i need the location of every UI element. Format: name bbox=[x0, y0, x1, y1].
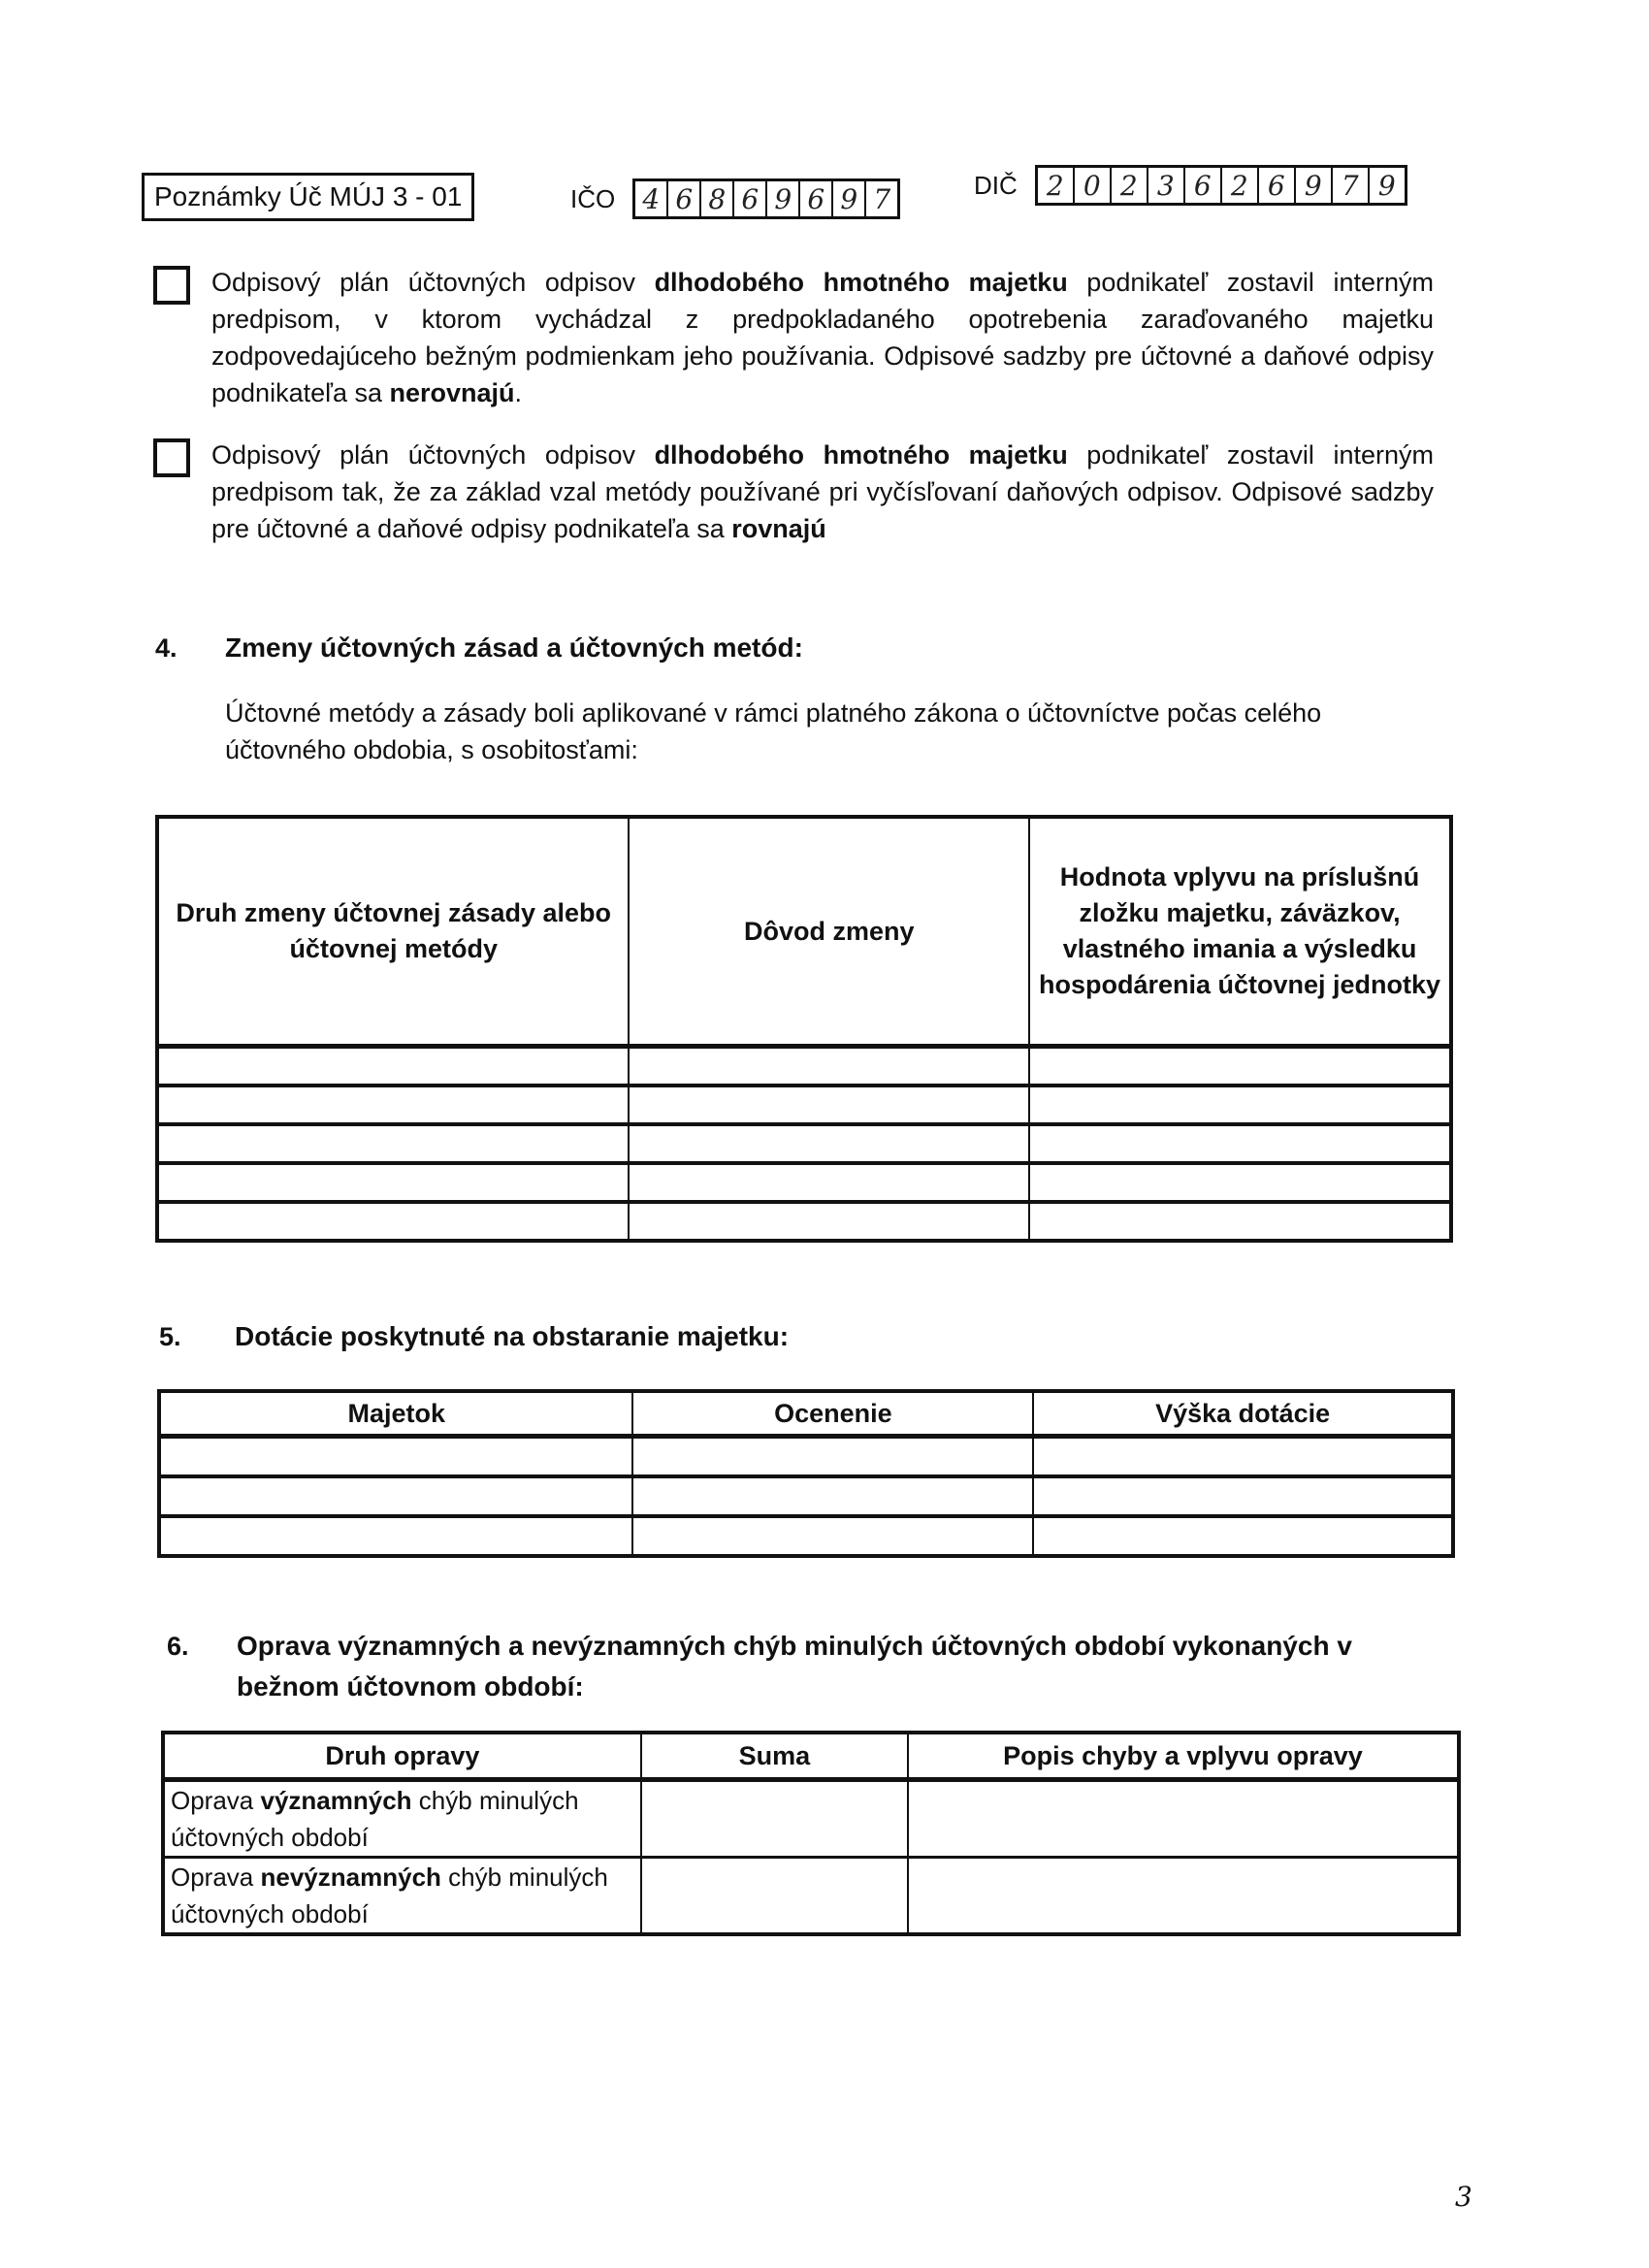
table-cell[interactable] bbox=[629, 1047, 1029, 1086]
accounting-changes-table bbox=[155, 815, 1453, 1243]
ico-digit: 6 bbox=[732, 181, 765, 216]
table-cell[interactable] bbox=[632, 1516, 1033, 1556]
section-title: Oprava významných a nevýznamných chýb minulých účtovných období vykonaných v bežnom účtovnom období: bbox=[237, 1631, 1352, 1701]
column-header: Dôvod zmeny bbox=[629, 817, 1029, 1047]
text-run: chýb minulých účtovných období bbox=[171, 1786, 579, 1852]
text-run: Odpisový plán účtovných odpisov bbox=[211, 440, 655, 470]
dic-digit: 9 bbox=[1294, 168, 1331, 203]
dic-digits[interactable] bbox=[1035, 165, 1407, 206]
table-cell[interactable] bbox=[1029, 1047, 1451, 1086]
ico-digit: 6 bbox=[666, 181, 699, 216]
dic-digit: 6 bbox=[1183, 168, 1220, 203]
table-cell[interactable] bbox=[629, 1124, 1029, 1163]
checkbox-equal-rates[interactable] bbox=[153, 438, 190, 477]
table-cell[interactable] bbox=[159, 1476, 632, 1516]
table-row bbox=[159, 1476, 1453, 1516]
dic-digit: 2 bbox=[1220, 168, 1257, 203]
option-equal-rates-text bbox=[211, 437, 1434, 547]
text-run-bold: nevýznamných bbox=[260, 1863, 441, 1892]
section-6-heading bbox=[167, 1626, 1457, 1707]
table-row bbox=[157, 1163, 1451, 1202]
suma-cell[interactable] bbox=[641, 1780, 908, 1858]
text-run: Oprava bbox=[171, 1863, 261, 1892]
error-corrections-table bbox=[161, 1731, 1461, 1936]
checkbox-unequal-rates[interactable] bbox=[153, 266, 190, 305]
table-cell[interactable] bbox=[157, 1202, 629, 1241]
form-title: Poznámky Úč MÚJ 3 - 01 bbox=[142, 173, 474, 221]
table-row bbox=[157, 1047, 1451, 1086]
table-header-row bbox=[159, 1391, 1453, 1437]
page-number: 3 bbox=[1455, 2181, 1472, 2213]
table-cell[interactable] bbox=[1033, 1437, 1453, 1477]
suma-cell[interactable] bbox=[641, 1858, 908, 1935]
table-cell[interactable] bbox=[632, 1476, 1033, 1516]
text-run: Oprava bbox=[171, 1786, 261, 1815]
text-run: chýb minulých účtovných období bbox=[171, 1863, 608, 1928]
ico-digit: 4 bbox=[642, 182, 661, 215]
table-cell[interactable] bbox=[159, 1516, 632, 1556]
text-run-bold: významných bbox=[260, 1786, 412, 1815]
table-row bbox=[159, 1437, 1453, 1477]
column-header: Druh opravy bbox=[163, 1733, 641, 1780]
column-header: Popis chyby a vplyvu opravy bbox=[908, 1733, 1459, 1780]
popis-cell[interactable] bbox=[908, 1858, 1459, 1935]
table-row bbox=[163, 1858, 1459, 1935]
table-row bbox=[157, 1085, 1451, 1124]
table-cell[interactable] bbox=[157, 1047, 629, 1086]
table-cell[interactable] bbox=[1033, 1476, 1453, 1516]
table-cell[interactable] bbox=[629, 1163, 1029, 1202]
table-cell[interactable] bbox=[1029, 1124, 1451, 1163]
table-row bbox=[157, 1124, 1451, 1163]
section-5-heading bbox=[159, 1321, 789, 1352]
text-run: . bbox=[514, 378, 523, 407]
dic-digit: 2 bbox=[1110, 168, 1147, 203]
section-number: 6. bbox=[167, 1632, 189, 1661]
column-header: Suma bbox=[641, 1733, 908, 1780]
column-header: Ocenenie bbox=[632, 1391, 1033, 1437]
row-label bbox=[163, 1858, 641, 1935]
section-title: Zmeny účtovných zásad a účtovných metód: bbox=[225, 632, 803, 663]
table-cell[interactable] bbox=[629, 1202, 1029, 1241]
ico-field bbox=[570, 178, 900, 219]
table-row bbox=[163, 1780, 1459, 1858]
ico-digit: 6 bbox=[798, 181, 831, 216]
table-cell[interactable] bbox=[632, 1437, 1033, 1477]
section-number: 4. bbox=[155, 633, 178, 663]
table-cell[interactable] bbox=[157, 1124, 629, 1163]
ico-digit: 9 bbox=[765, 181, 798, 216]
section-title: Dotácie poskytnuté na obstaranie majetku: bbox=[235, 1321, 790, 1351]
text-run-bold: nerovnajú bbox=[389, 378, 515, 407]
dic-field bbox=[974, 165, 1407, 206]
column-header: Hodnota vplyvu na príslušnú zložku majetku, záväzkov, vlastného imania a výsledku hospodárenia účtovnej jednotky bbox=[1029, 817, 1451, 1047]
dic-digit: 2 bbox=[1046, 169, 1064, 202]
ico-digit: 9 bbox=[831, 181, 864, 216]
text-run: podnikateľ zostavil interným predpisom, v ktorom vychádzal z predpokladaného opotrebenia zaraďovaného majetku zodpovedajúceho bežným podmienkam jeho používania. Odpisové sadzby pre účtovné a daňové odpisy podnikateľa sa bbox=[211, 268, 1434, 407]
table-cell[interactable] bbox=[157, 1085, 629, 1124]
ico-label: IČO bbox=[570, 183, 616, 213]
text-run: podnikateľ zostavil interným predpisom tak, že za základ vzal metódy používané pri vyčísľovaní daňových odpisov. Odpisové sadzby pre účtovné a daňové odpisy podnikateľa sa bbox=[211, 440, 1434, 543]
column-header: Výška dotácie bbox=[1033, 1391, 1453, 1437]
table-cell[interactable] bbox=[1033, 1516, 1453, 1556]
table-cell[interactable] bbox=[629, 1085, 1029, 1124]
section-number: 5. bbox=[159, 1322, 181, 1351]
dic-label: DIČ bbox=[974, 170, 1018, 200]
table-cell[interactable] bbox=[157, 1163, 629, 1202]
dic-digit: 9 bbox=[1368, 168, 1405, 203]
dic-digit: 3 bbox=[1147, 168, 1183, 203]
table-header-row bbox=[157, 817, 1451, 1047]
table-cell[interactable] bbox=[1029, 1085, 1451, 1124]
option-equal-rates bbox=[153, 437, 1434, 547]
subsidies-table bbox=[157, 1389, 1455, 1558]
text-run-bold: rovnajú bbox=[731, 514, 826, 543]
ico-digit: 7 bbox=[864, 181, 897, 216]
ico-digit: 8 bbox=[699, 181, 732, 216]
dic-digit: 7 bbox=[1331, 168, 1368, 203]
popis-cell[interactable] bbox=[908, 1780, 1459, 1858]
table-row bbox=[157, 1202, 1451, 1241]
column-header: Druh zmeny účtovnej zásady alebo účtovnej metódy bbox=[157, 817, 629, 1047]
row-label bbox=[163, 1780, 641, 1858]
dic-digit: 0 bbox=[1073, 168, 1110, 203]
section-4-text: Účtovné metódy a zásady boli aplikované v rámci platného zákona o účtovníctve počas celého účtovného obdobia, s osobitosťami: bbox=[225, 698, 1322, 764]
table-cell[interactable] bbox=[1029, 1202, 1451, 1241]
option-unequal-rates bbox=[153, 264, 1434, 411]
ico-digits[interactable] bbox=[632, 178, 900, 219]
section-4-heading bbox=[155, 632, 803, 664]
dic-digit: 6 bbox=[1257, 168, 1294, 203]
option-unequal-rates-text bbox=[211, 264, 1434, 411]
table-cell[interactable] bbox=[1029, 1163, 1451, 1202]
column-header: Majetok bbox=[159, 1391, 632, 1437]
text-run: Odpisový plán účtovných odpisov bbox=[211, 268, 655, 297]
table-header-row bbox=[163, 1733, 1459, 1780]
table-row bbox=[159, 1516, 1453, 1556]
table-cell[interactable] bbox=[159, 1437, 632, 1477]
text-run-bold: dlhodobého hmotného majetku bbox=[654, 268, 1068, 297]
text-run-bold: dlhodobého hmotného majetku bbox=[654, 440, 1068, 470]
